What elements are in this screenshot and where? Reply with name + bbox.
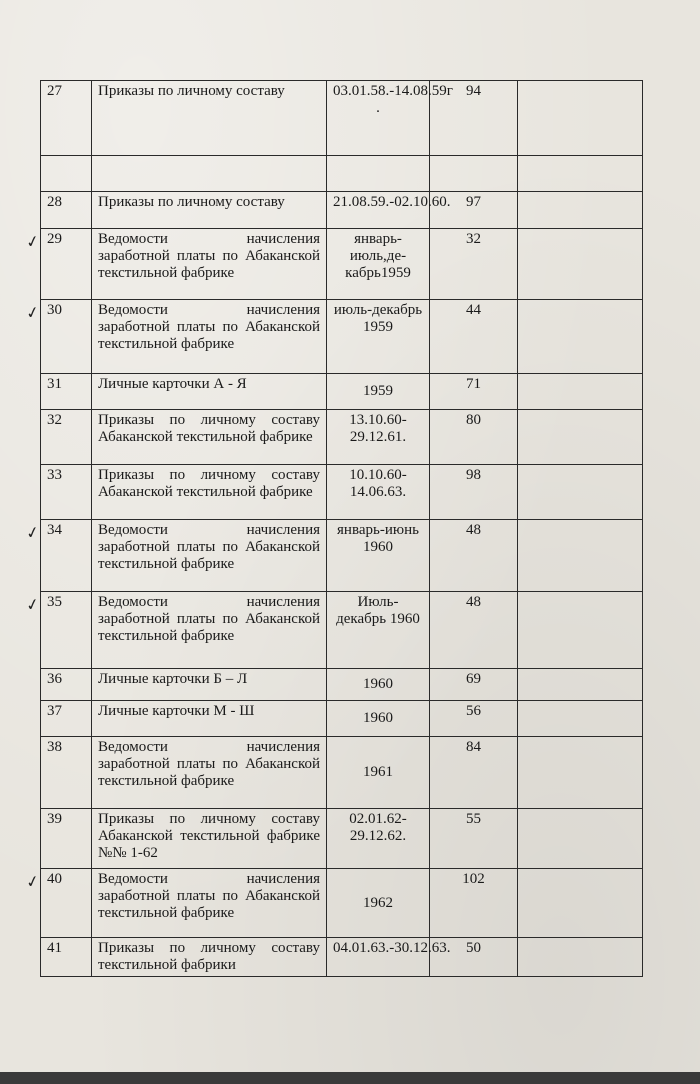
row-title: Приказы по личному составу текстильной фабрики bbox=[92, 938, 327, 977]
table-row bbox=[41, 669, 643, 701]
row-title: Ведомости начисления заработной платы по Абаканской текстильной фабрике bbox=[92, 737, 327, 809]
row-sheet-count: 84 bbox=[430, 737, 518, 809]
row-title: Приказы по личному составу Абаканской текстильной фабрике bbox=[92, 465, 327, 520]
row-dates: Июль-декабрь 1960 bbox=[327, 592, 430, 669]
row-number: 39 bbox=[41, 809, 92, 869]
row-sheet-count: 44 bbox=[430, 300, 518, 374]
row-sheet-count: 56 bbox=[430, 701, 518, 737]
row-sheet-count bbox=[430, 156, 518, 192]
row-sheet-count: 55 bbox=[430, 809, 518, 869]
row-title: Ведомости начисления заработной платы по Абаканской текстильной фабрике bbox=[92, 300, 327, 374]
row-note bbox=[518, 737, 643, 809]
row-dates: январь-июнь 1960 bbox=[327, 520, 430, 592]
row-sheet-count: 98 bbox=[430, 465, 518, 520]
table-row bbox=[41, 809, 643, 869]
row-note bbox=[518, 938, 643, 977]
row-title: Ведомости начисления заработной платы по Абаканской текстильной фабрике bbox=[92, 520, 327, 592]
row-title: Приказы по личному составу Абаканской текстильной фабрике №№ 1-62 bbox=[92, 809, 327, 869]
row-dates: 04.01.63.-30.12.63. bbox=[327, 938, 430, 977]
row-dates: 10.10.60-14.06.63. bbox=[327, 465, 430, 520]
check-mark-icon: ✓ bbox=[24, 870, 42, 893]
row-note bbox=[518, 229, 643, 300]
row-number: 41 bbox=[41, 938, 92, 977]
table-row bbox=[41, 192, 643, 229]
row-sheet-count: 71 bbox=[430, 374, 518, 410]
row-dates: 1960 bbox=[327, 701, 430, 737]
row-note bbox=[518, 465, 643, 520]
row-title: Ведомости начисления заработной платы по Абаканской текстильной фабрике bbox=[92, 229, 327, 300]
inventory-table bbox=[40, 80, 643, 977]
table-row bbox=[41, 229, 643, 300]
row-sheet-count: 97 bbox=[430, 192, 518, 229]
row-note bbox=[518, 520, 643, 592]
table-row bbox=[41, 520, 643, 592]
row-number: 27 bbox=[41, 81, 92, 156]
table-row bbox=[41, 465, 643, 520]
row-dates: январь-июль,де-кабрь1959 bbox=[327, 229, 430, 300]
table-row bbox=[41, 869, 643, 938]
scan-edge bbox=[0, 1072, 700, 1084]
row-number: 31 bbox=[41, 374, 92, 410]
table-row bbox=[41, 410, 643, 465]
row-sheet-count: 102 bbox=[430, 869, 518, 938]
row-note bbox=[518, 592, 643, 669]
table-row bbox=[41, 156, 643, 192]
row-sheet-count: 48 bbox=[430, 592, 518, 669]
row-number: 30 bbox=[41, 300, 92, 374]
row-number: 28 bbox=[41, 192, 92, 229]
row-dates: 21.08.59.-02.10.60. bbox=[327, 192, 430, 229]
table-row bbox=[41, 737, 643, 809]
row-note bbox=[518, 192, 643, 229]
row-number: 40 bbox=[41, 869, 92, 938]
row-dates bbox=[327, 156, 430, 192]
row-sheet-count: 80 bbox=[430, 410, 518, 465]
row-dates: 1962 bbox=[327, 869, 430, 938]
row-note bbox=[518, 81, 643, 156]
table-row bbox=[41, 701, 643, 737]
row-title: Личные карточки М - Ш bbox=[92, 701, 327, 737]
row-number: 35 bbox=[41, 592, 92, 669]
row-note bbox=[518, 410, 643, 465]
row-sheet-count: 50 bbox=[430, 938, 518, 977]
table-row bbox=[41, 592, 643, 669]
row-title: Личные карточки А - Я bbox=[92, 374, 327, 410]
row-sheet-count: 94 bbox=[430, 81, 518, 156]
row-note bbox=[518, 156, 643, 192]
check-mark-icon: ✓ bbox=[24, 593, 42, 616]
inventory-table-body bbox=[41, 81, 643, 977]
row-title: Ведомости начисления заработной платы по Абаканской текстильной фабрике bbox=[92, 869, 327, 938]
row-note bbox=[518, 809, 643, 869]
row-title: Приказы по личному составу bbox=[92, 81, 327, 156]
row-dates: 03.01.58.-14.08.59г . bbox=[327, 81, 430, 156]
row-number: 36 bbox=[41, 669, 92, 701]
row-note bbox=[518, 869, 643, 938]
row-sheet-count: 69 bbox=[430, 669, 518, 701]
check-mark-icon: ✓ bbox=[24, 521, 42, 544]
row-dates: 1960 bbox=[327, 669, 430, 701]
row-dates: июль-декабрь 1959 bbox=[327, 300, 430, 374]
table-row bbox=[41, 938, 643, 977]
row-note bbox=[518, 374, 643, 410]
table-row bbox=[41, 81, 643, 156]
row-title: Приказы по личному составу bbox=[92, 192, 327, 229]
row-sheet-count: 48 bbox=[430, 520, 518, 592]
row-note bbox=[518, 701, 643, 737]
row-title: Личные карточки Б – Л bbox=[92, 669, 327, 701]
row-number bbox=[41, 156, 92, 192]
check-mark-icon: ✓ bbox=[24, 301, 42, 324]
row-dates: 1959 bbox=[327, 374, 430, 410]
row-title: Ведомости начисления заработной платы по Абаканской текстильной фабрике bbox=[92, 592, 327, 669]
table-row bbox=[41, 374, 643, 410]
row-note bbox=[518, 669, 643, 701]
row-title bbox=[92, 156, 327, 192]
table-row bbox=[41, 300, 643, 374]
row-dates: 13.10.60-29.12.61. bbox=[327, 410, 430, 465]
row-number: 37 bbox=[41, 701, 92, 737]
row-number: 38 bbox=[41, 737, 92, 809]
row-note bbox=[518, 300, 643, 374]
row-dates: 02.01.62-29.12.62. bbox=[327, 809, 430, 869]
row-number: 33 bbox=[41, 465, 92, 520]
row-sheet-count: 32 bbox=[430, 229, 518, 300]
row-dates: 1961 bbox=[327, 737, 430, 809]
row-title: Приказы по личному составу Абаканской текстильной фабрике bbox=[92, 410, 327, 465]
row-number: 34 bbox=[41, 520, 92, 592]
check-mark-icon: ✓ bbox=[24, 230, 42, 253]
row-number: 29 bbox=[41, 229, 92, 300]
row-number: 32 bbox=[41, 410, 92, 465]
